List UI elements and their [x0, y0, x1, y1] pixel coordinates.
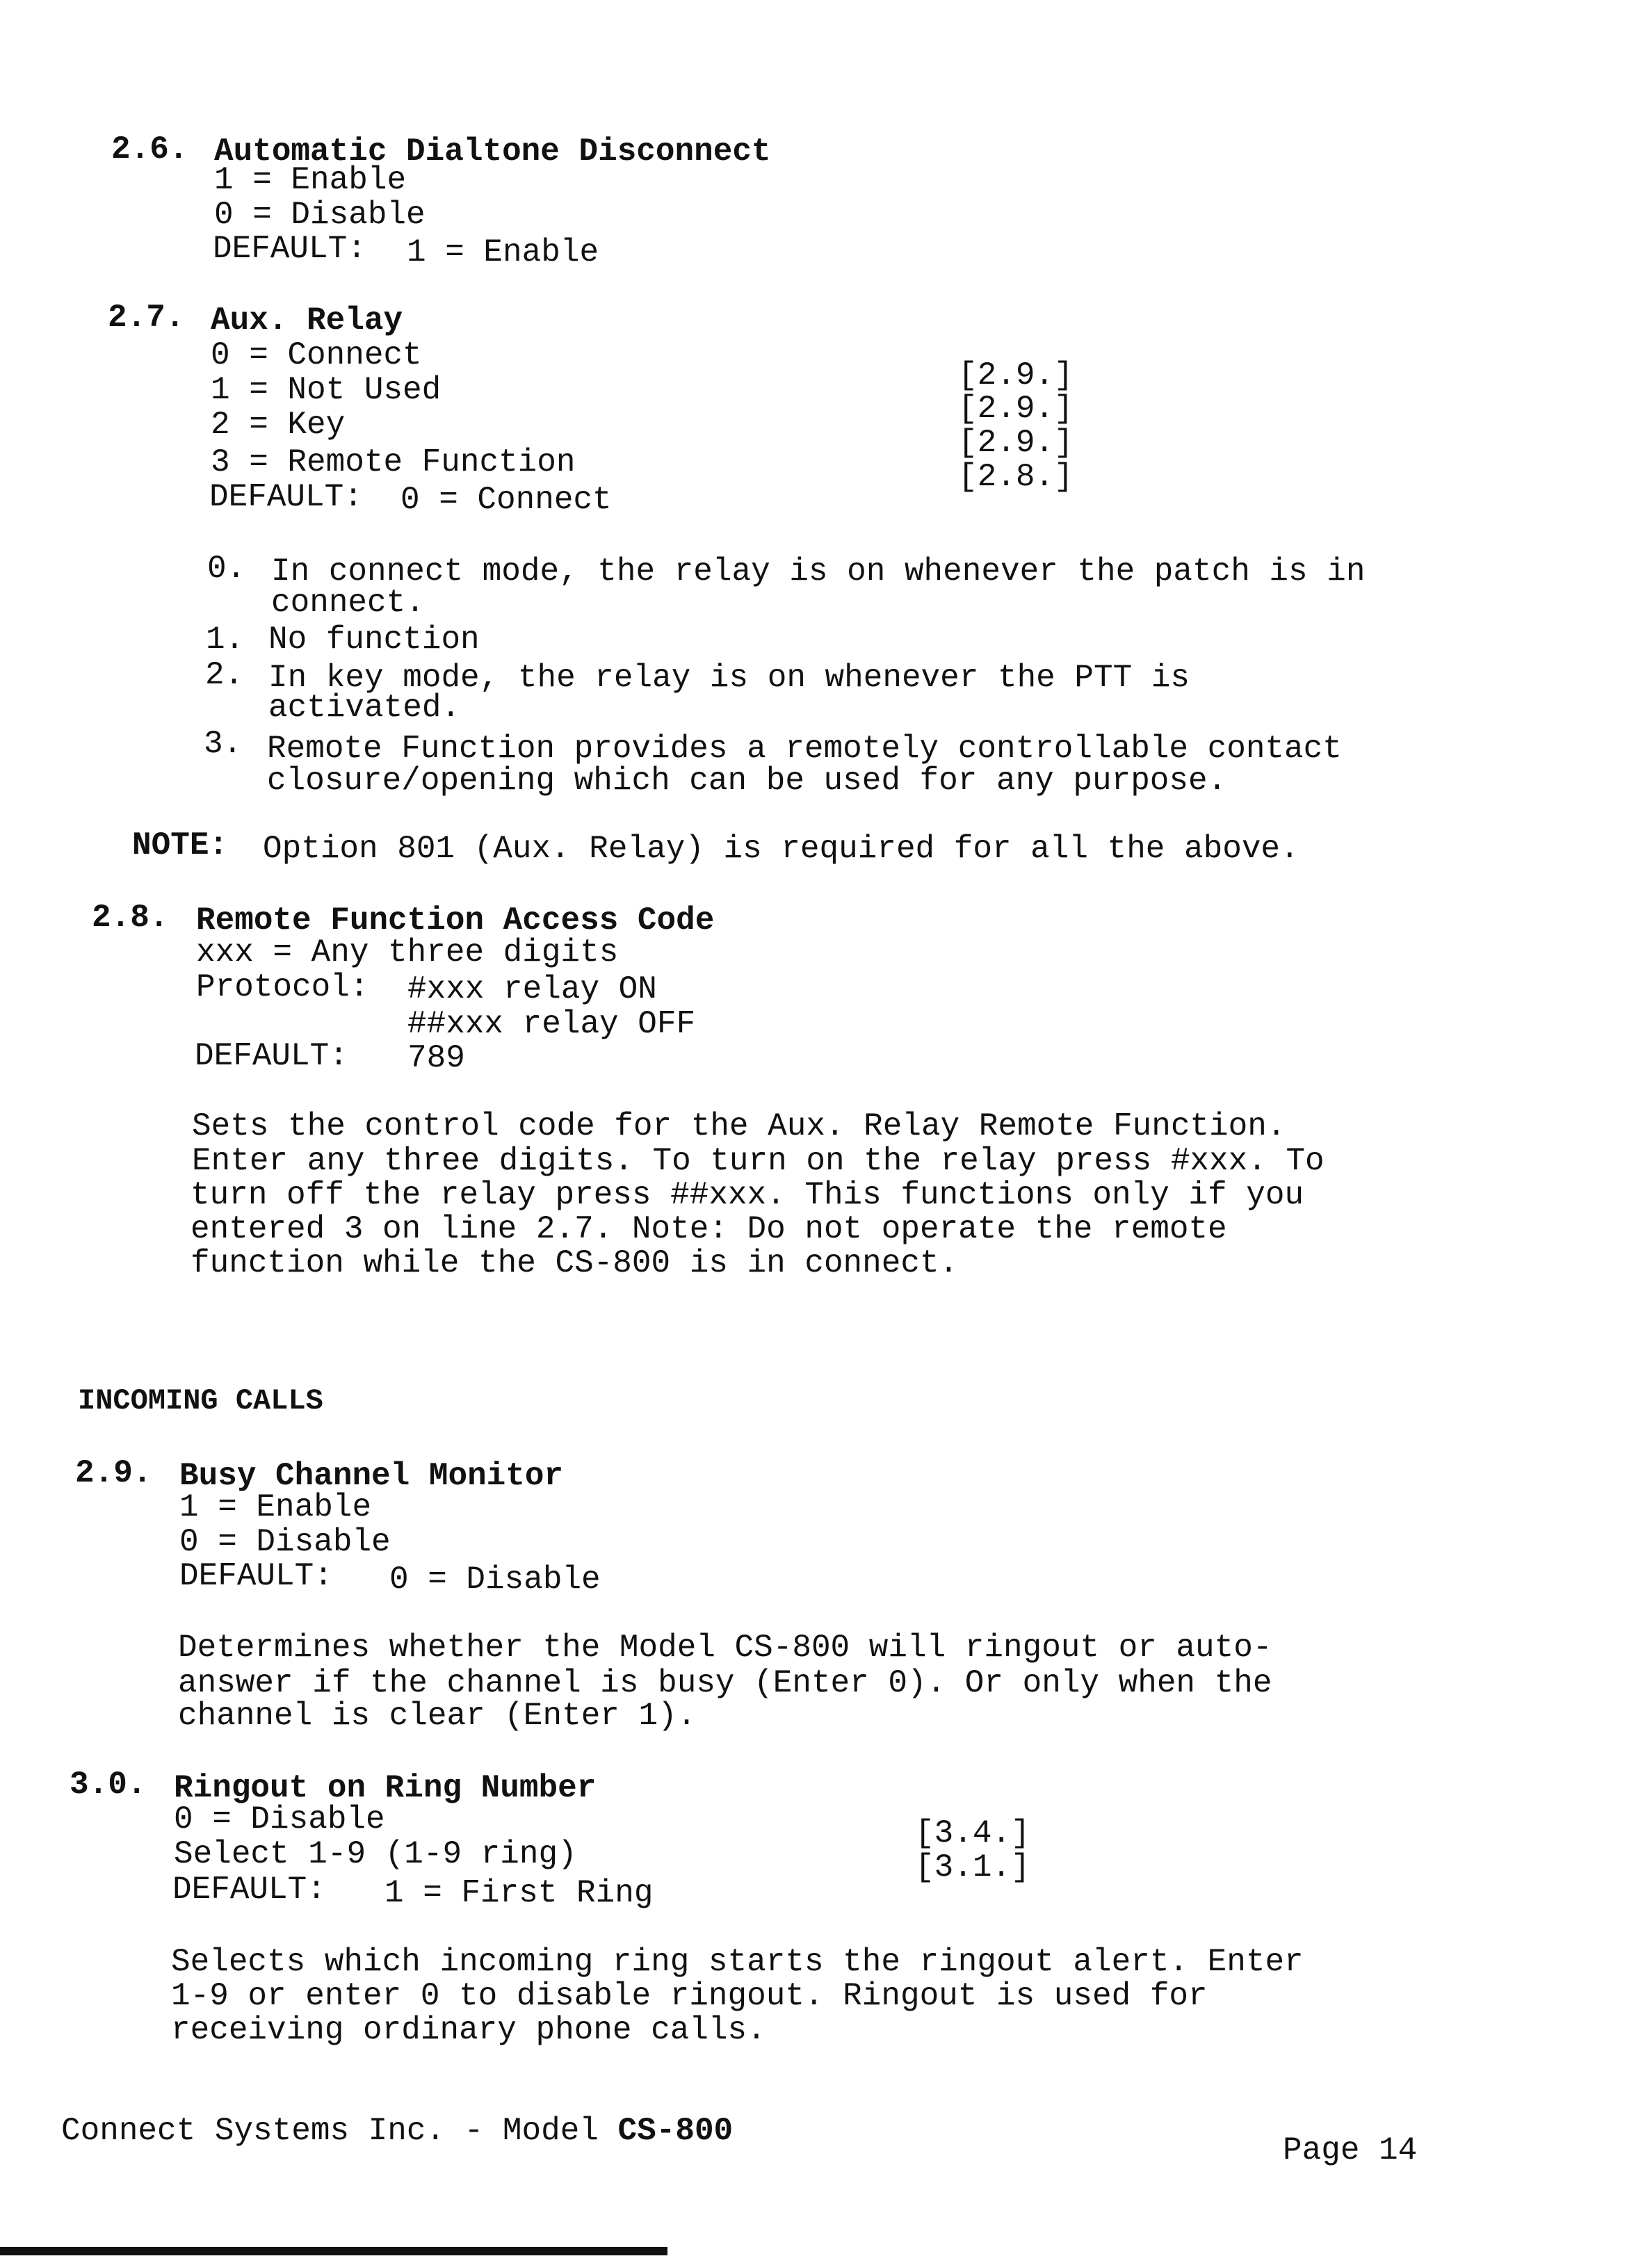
default-label: DEFAULT:	[179, 1558, 333, 1594]
section-title: Busy Channel Monitor	[179, 1458, 564, 1494]
note-text: In connect mode, the relay is on whenever the patch is in	[271, 553, 1366, 590]
note-number: 0.	[207, 551, 246, 587]
footer-model: CS-800	[617, 2113, 734, 2149]
note-text: Remote Function provides a remotely controllable contact	[267, 731, 1342, 767]
reference: [2.9.]	[958, 425, 1074, 461]
default-value: 0 = Connect	[400, 482, 612, 518]
paragraph-line: entered 3 on line 2.7. Note: Do not operate the remote	[191, 1211, 1227, 1247]
paragraph-line: Sets the control code for the Aux. Relay Remote Function.	[192, 1108, 1286, 1144]
section-number: 2.6.	[111, 131, 188, 168]
reference: [3.1.]	[915, 1849, 1030, 1885]
option-line: 0 = Disable	[174, 1801, 385, 1838]
default-label: DEFAULT:	[172, 1872, 326, 1908]
default-value: 0 = Disable	[389, 1562, 601, 1598]
protocol-label: Protocol:	[196, 969, 369, 1005]
paragraph-line: function while the CS-800 is in connect.	[191, 1245, 959, 1281]
footer-company	[61, 2114, 733, 2148]
option-line: 0 = Connect	[211, 337, 422, 373]
paragraph-line: answer if the channel is busy (Enter 0). Or only when the	[178, 1665, 1272, 1701]
paragraph-line: 1-9 or enter 0 to disable ringout. Ringout is used for	[171, 1978, 1208, 2014]
section-title: Remote Function Access Code	[196, 902, 715, 939]
note-text: In key mode, the relay is on whenever the PTT is	[268, 660, 1190, 696]
paragraph-line: Selects which incoming ring starts the ringout alert. Enter	[171, 1944, 1304, 1980]
option-line: Select 1-9 (1-9 ring)	[174, 1836, 577, 1872]
paragraph-line: Determines whether the Model CS-800 will ringout or auto-	[178, 1630, 1272, 1666]
reference: [2.8.]	[958, 459, 1074, 495]
paragraph-line: turn off the relay press ##xxx. This functions only if you	[191, 1177, 1304, 1213]
section-number: 2.8.	[92, 900, 169, 936]
note-text: connect.	[271, 585, 425, 621]
page-number: Page 14	[1283, 2132, 1418, 2168]
paragraph-line: receiving ordinary phone calls.	[171, 2012, 766, 2048]
bottom-border-line	[0, 2247, 667, 2255]
default-label: DEFAULT:	[213, 231, 366, 267]
note-text: No function	[268, 622, 480, 658]
section-heading: INCOMING CALLS	[78, 1384, 323, 1418]
note-number: 2.	[205, 657, 244, 693]
option-line: xxx = Any three digits	[196, 934, 619, 971]
section-number: 2.9.	[75, 1455, 152, 1491]
protocol-line: #xxx relay ON	[407, 971, 657, 1007]
default-value: 1 = First Ring	[384, 1875, 654, 1911]
reference: [3.4.]	[915, 1815, 1030, 1851]
default-value: 789	[407, 1040, 465, 1076]
note-number: 3.	[204, 726, 243, 762]
note-label: NOTE:	[132, 827, 229, 863]
section-number: 3.0.	[70, 1767, 147, 1803]
option-line: 0 = Disable	[214, 197, 426, 233]
protocol-line: ##xxx relay OFF	[407, 1006, 696, 1042]
note-text: closure/opening which can be used for any purpose.	[267, 763, 1227, 799]
option-line: 1 = Enable	[214, 162, 407, 198]
note-text: activated.	[268, 690, 461, 726]
option-line: 1 = Enable	[179, 1489, 372, 1525]
note-body: Option 801 (Aux. Relay) is required for all the above.	[263, 831, 1299, 867]
default-label: DEFAULT:	[209, 479, 363, 515]
section-title: Automatic Dialtone Disconnect	[214, 133, 771, 170]
option-line: 2 = Key	[211, 407, 346, 443]
reference: [2.9.]	[958, 391, 1074, 427]
paragraph-line: Enter any three digits. To turn on the relay press #xxx. To	[192, 1143, 1325, 1179]
option-line: 0 = Disable	[179, 1524, 391, 1560]
paragraph-line: channel is clear (Enter 1).	[178, 1698, 697, 1734]
footer-company-text: Connect Systems Inc. - Model	[61, 2113, 618, 2149]
section-title: Aux. Relay	[211, 302, 403, 339]
note-number: 1.	[206, 622, 245, 658]
reference: [2.9.]	[958, 357, 1074, 394]
option-line: 1 = Not Used	[211, 372, 442, 408]
default-label: DEFAULT:	[195, 1038, 348, 1074]
default-value: 1 = Enable	[407, 234, 599, 270]
option-line: 3 = Remote Function	[211, 444, 576, 480]
section-number: 2.7.	[108, 300, 185, 336]
section-title: Ringout on Ring Number	[174, 1770, 597, 1806]
